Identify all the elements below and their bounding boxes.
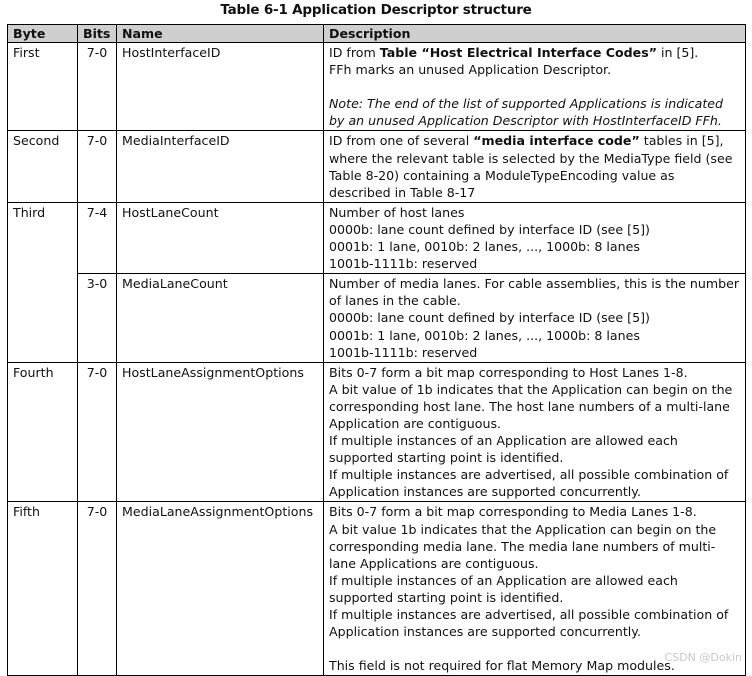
cell-name: MediaLaneAssignmentOptions [117,502,324,676]
description-line: A bit value 1b indicates that the Application can begin on the corresponding media lane. The media lane numbers of multi-lane Applications are contiguous. [329,521,717,571]
cell-byte: Third [8,202,78,362]
cell-byte: Second [8,131,78,202]
description-line: If multiple instances are advertised, all possible combination of Application instances are supported concurrently. [329,467,729,500]
cell-description [324,202,746,273]
table-row [8,362,746,502]
description-note: Note: The end of the list of supported Applications is indicated by an unused Application Descriptor with HostInterfaceID FFh. [329,96,724,129]
description-line: If multiple instances are advertised, all possible combination of Application instances are supported concurrently. [329,607,729,640]
header-description: Description [324,25,746,43]
description-text: tables in [5], where the relevant table is selected by the MediaType field (see Table 8-20) containing a ModuleTypeEncoding value as described in Table 8-17 [329,133,733,200]
cell-bits: 7-0 [78,131,117,202]
header-bits: Bits [78,25,117,43]
description-line: Bits 0-7 form a bit map corresponding to Host Lanes 1-8. [329,364,688,380]
cell-name: HostInterfaceID [117,43,324,131]
cell-bits: 7-4 [78,202,117,273]
description-text: ID from one of several [329,133,474,149]
table-row [8,502,746,676]
table-caption: Table 6-1 Application Descriptor structure [220,2,532,18]
header-byte: Byte [8,25,78,43]
table-row [8,274,746,362]
cell-byte: Fifth [8,502,78,676]
description-line: FFh marks an unused Application Descriptor. [329,62,612,78]
watermark: CSDN @Dokin [664,651,742,664]
cell-description [324,274,746,362]
cell-byte: Fourth [8,362,78,502]
description-line: Bits 0-7 form a bit map corresponding to Media Lanes 1-8. [329,504,697,520]
cell-name: HostLaneAssignmentOptions [117,362,324,502]
description-bold-ref: “media interface code” [473,133,640,149]
header-row [8,25,746,43]
header-name: Name [117,25,324,43]
cell-name: MediaLaneCount [117,274,324,362]
description-text: in [5]. [656,45,699,60]
table-row [8,131,746,202]
description-line: 1001b-1111b: reserved [329,256,478,272]
description-bold-ref: Table “Host Electrical Interface Codes” [379,45,657,60]
cell-bits: 7-0 [78,362,117,502]
cell-description [324,502,746,676]
cell-description [324,362,746,502]
description-line: Number of media lanes. For cable assemblies, this is the number of lanes in the cable. [329,276,740,309]
blank-line [329,78,740,95]
table-row [8,43,746,131]
cell-name: MediaInterfaceID [117,131,324,202]
cell-description [324,43,746,131]
description-line: This field is not required for flat Memory Map modules. [329,658,675,674]
description-line: 0001b: 1 lane, 0010b: 2 lanes, ..., 1000b: 8 lanes [329,327,640,343]
description-line: If multiple instances of an Application are allowed each supported starting point is identified. [329,433,678,466]
description-text: ID from [329,45,380,60]
description-line: If multiple instances of an Application are allowed each supported starting point is identified. [329,572,678,605]
description-line: A bit value of 1b indicates that the Application can begin on the corresponding host lane. The host lane numbers of a multi-lane Application are contiguous. [329,381,733,431]
description-line: 0000b: lane count defined by interface ID (see [5]) [329,310,650,326]
cell-bits: 3-0 [78,274,117,362]
cell-bits: 7-0 [78,502,117,676]
cell-name: HostLaneCount [117,202,324,273]
description-line: 1001b-1111b: reserved [329,344,478,360]
application-descriptor-table [7,24,746,676]
description-line: 0001b: 1 lane, 0010b: 2 lanes, ..., 1000b: 8 lanes [329,239,640,255]
cell-description [324,131,746,202]
cell-bits: 7-0 [78,43,117,131]
description-line [329,132,740,200]
table-row [8,202,746,273]
description-line: Number of host lanes [329,204,465,220]
cell-byte: First [8,43,78,131]
description-line [329,44,740,61]
description-line: 0000b: lane count defined by interface ID (see [5]) [329,221,650,237]
